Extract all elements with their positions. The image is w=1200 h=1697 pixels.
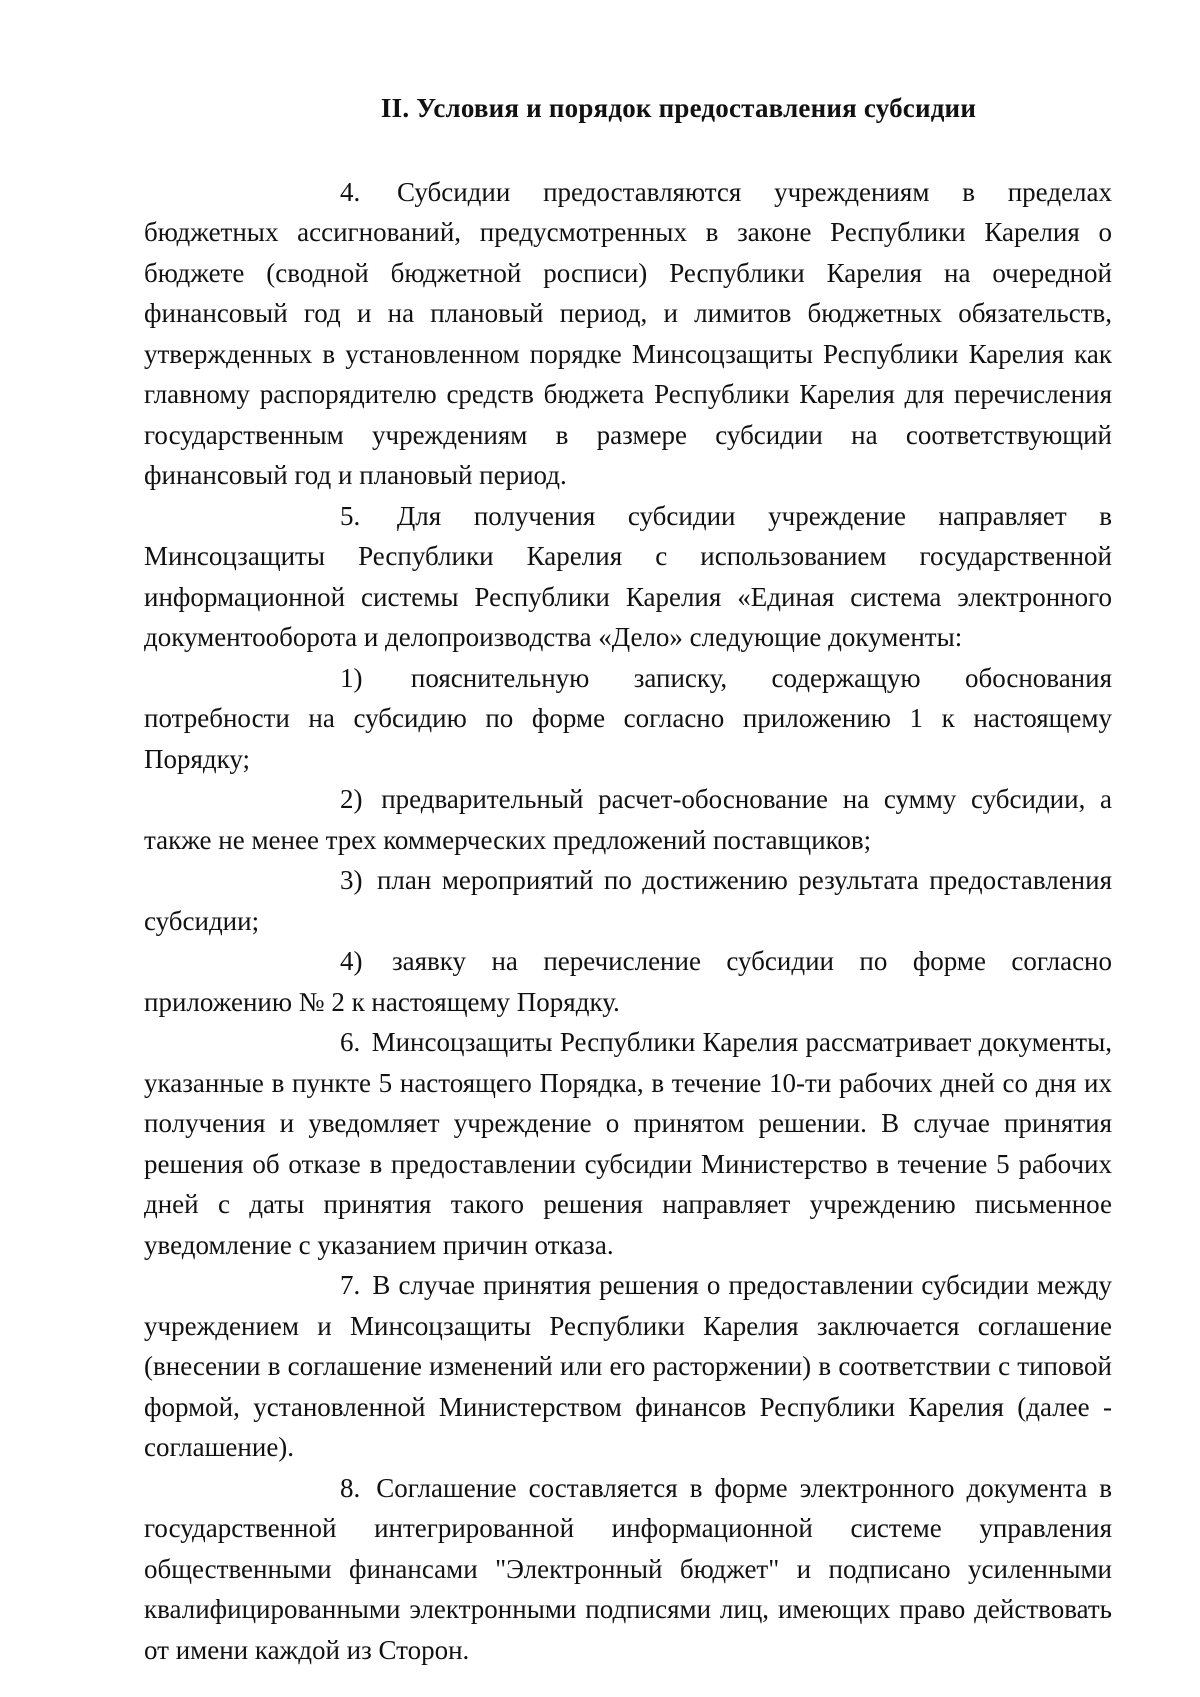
paragraph-number: 8.: [340, 1472, 361, 1503]
list-item-text: план мероприятий по достижению результата предоставления субсидии;: [144, 865, 1113, 936]
paragraph-6: [144, 1022, 1112, 1265]
list-item-text: предварительный расчет-обоснование на сумму субсидии, а также не менее трех коммерческих предложений поставщиков;: [144, 784, 1113, 855]
paragraph-5: [144, 496, 1112, 658]
document-body: [144, 88, 1112, 1670]
list-item-number: 3): [340, 865, 363, 895]
list-item-3: [144, 860, 1112, 941]
list-item-text: пояснительную записку, содержащую обоснования потребности на субсидию по форме согласно приложению 1 к настоящему Порядку;: [144, 662, 1112, 774]
paragraph-text: Для получения субсидии учреждение направляет в Минсоцзащиты Республики Карелия с использованием государственной информационной системы Республики Карелия «Единая система электронного документооборота и делопроизводства «Дело» следующие документы:: [144, 500, 1113, 652]
paragraph-text: Минсоцзащиты Республики Карелия рассматривает документы, указанные в пункте 5 настоящего Порядка, в течение 10-ти рабочих дней со дня их получения и уведомляет учреждение о принятом решении. В случае принятия решения об отказе в предоставлении субсидии Министерство в течение 5 рабочих дней с даты принятия такого решения направляет учреждению письменное уведомление с указанием причин отказа.: [144, 1027, 1112, 1260]
paragraph-7: [144, 1265, 1112, 1468]
paragraph-number: 7.: [340, 1270, 361, 1300]
list-item-1: [144, 658, 1112, 780]
paragraph-number: 4.: [340, 176, 361, 207]
section-title: II. Условия и порядок предоставления субсидии: [380, 93, 977, 123]
list-item-number: 4): [340, 946, 363, 976]
list-item-2: [144, 779, 1112, 860]
paragraph-number: 5.: [340, 500, 361, 531]
list-item-number: 1): [340, 662, 363, 693]
paragraph-4: [144, 172, 1112, 496]
paragraph-text: Соглашение составляется в форме электронного документа в государственной интегрированной информационной системе управления общественными финансами "Электронный бюджет" и подписано усиленными квалифицированными электронными подписями лиц, имеющих право действовать от имени каждой из Сторон.: [144, 1472, 1112, 1665]
paragraph-text: Субсидии предоставляются учреждениям в пределах бюджетных ассигнований, предусмотренных в законе Республики Карелия о бюджете (сводной бюджетной росписи) Республики Карелия на очередной финансовый год и на плановый период, и лимитов бюджетных обязательств, утвержденных в установленном порядке Минсоцзащиты Республики Карелия как главному распорядителю средств бюджета Республики Карелия для перечисления государственным учреждениям в размере субсидии на соответствующий финансовый год и плановый период.: [144, 176, 1112, 490]
paragraph-text: В случае принятия решения о предоставлении субсидии между учреждением и Минсоцзащиты Республики Карелия заключается соглашение (внесении в соглашение изменений или его расторжении) в соответствии с типовой формой, установленной Министерством финансов Республики Карелия (далее - соглашение).: [144, 1270, 1112, 1462]
list-item-number: 2): [340, 784, 363, 814]
list-item-4: [144, 941, 1112, 1022]
list-item-text: заявку на перечисление субсидии по форме согласно приложению № 2 к настоящему Порядку.: [144, 946, 1113, 1017]
paragraph-8: [144, 1468, 1112, 1671]
paragraph-number: 6.: [340, 1027, 361, 1057]
